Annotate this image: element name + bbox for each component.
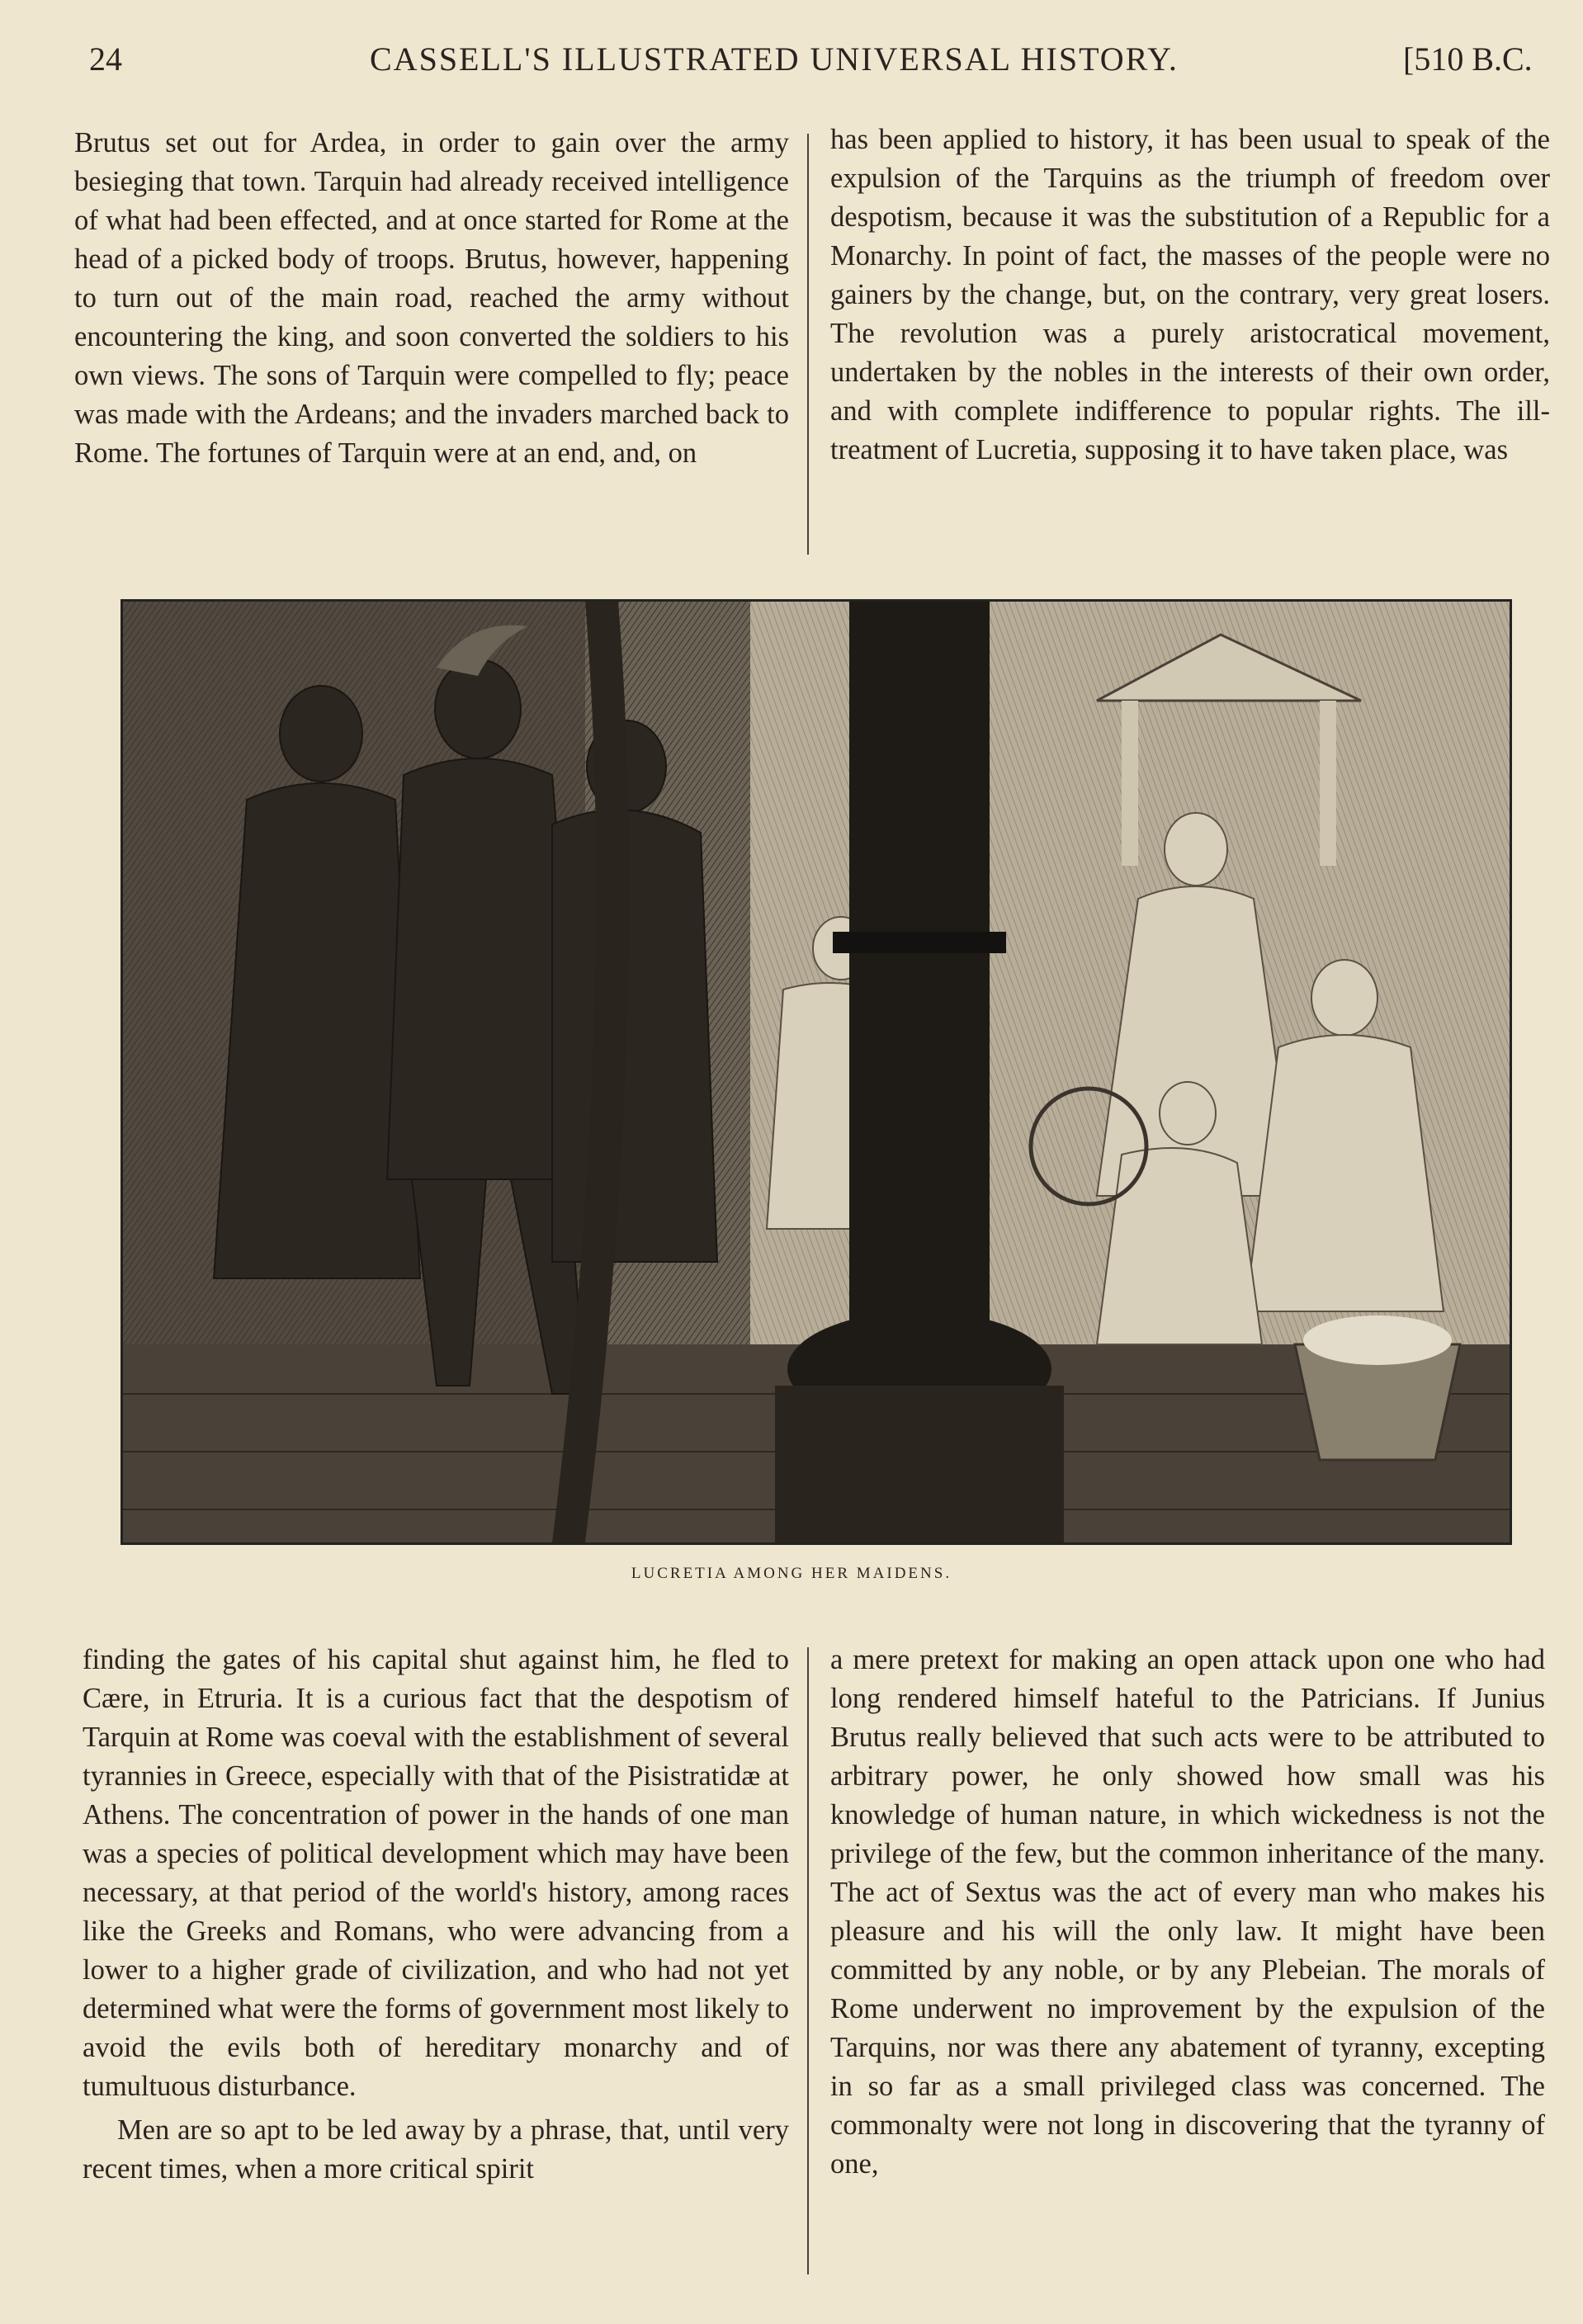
figure-caption: LUCRETIA AMONG HER MAIDENS. (631, 1565, 952, 1582)
lower-left-paragraph-2: Men are so apt to be led away by a phrase, that, until very recent times, when a more critical spirit (83, 2114, 789, 2185)
upper-right-text: has been applied to history, it has been usual to speak of the expulsion of the Tarquins as the triumph of freedom over despotism, because it was the substitution of a Republic for a Monarchy. In point of fact, the masses of the people were no gainers by the change, but, on the contrary, very great losers. The revolution was a purely aristocratical movement, undertaken by the nobles in the interests of their own order, and with complete indifference to popular rights. The ill-treatment of Lucretia, supposing it to have taken place, was (830, 124, 1550, 465)
upper-left-text: Brutus set out for Ardea, in order to gain over the army besieging that town. Tarquin had already received intelligence of what had been effected, and at once started for Rome at the head of a picked body of troops. Brutus, however, happening to turn out of the main road, reached the army without encountering the king, and soon converted the soldiers to his own views. The sons of Tarquin were compelled to fly; peace was made with the Ardeans; and the invaders marched back to Rome. The fortunes of Tarquin were at an end, and, on (74, 127, 789, 469)
running-title: CASSELL'S ILLUSTRATED UNIVERSAL HISTORY. (370, 40, 1179, 78)
lower-left-column (83, 1641, 789, 2189)
upper-left-column (74, 124, 789, 473)
running-header (0, 40, 1583, 89)
column-rule-upper (807, 134, 809, 555)
engraving-illustration (120, 599, 1512, 1545)
upper-right-column (830, 120, 1550, 470)
date-marker: [510 B.C. (1403, 40, 1533, 78)
engraving-drawing (123, 602, 1510, 1542)
lower-right-text: a mere pretext for making an open attack upon one who had long rendered himself hateful to the Patricians. If Junius Brutus really believed that such acts were to be attributed to arbitrary power, he only showed how small was his knowledge of human nature, in which wickedness is not the privilege of the few, but the common inheritance of the many. The act of Sextus was the act of every man who makes his pleasure and his will the only law. It might have been committed by any noble, or by any Plebeian. The morals of Rome underwent no improvement by the expulsion of the Tarquins, nor was there any abatement of tyranny, excepting in so far as a small privileged class was concerned. The commonalty were not long in discovering that the tyranny of one, (830, 1644, 1545, 2180)
lower-right-column (830, 1641, 1545, 2184)
column-rule-lower (807, 1647, 809, 2274)
page-number: 24 (89, 40, 122, 78)
lower-left-paragraph-1: finding the gates of his capital shut against him, he fled to Cære, in Etruria. It is a curious fact that the despotism of Tarquin at Rome was coeval with the establishment of several tyrannies in Greece, especially with that of the Pisistratidæ at Athens. The concentration of power in the hands of one man was a species of political development which may have been necessary, at that period of the world's history, among races like the Greeks and Romans, who were advancing from a lower to a higher grade of civilization, and who had not yet determined what were the forms of government most likely to avoid the evils both of hereditary monarchy and of tumultuous disturbance. (83, 1644, 789, 2102)
